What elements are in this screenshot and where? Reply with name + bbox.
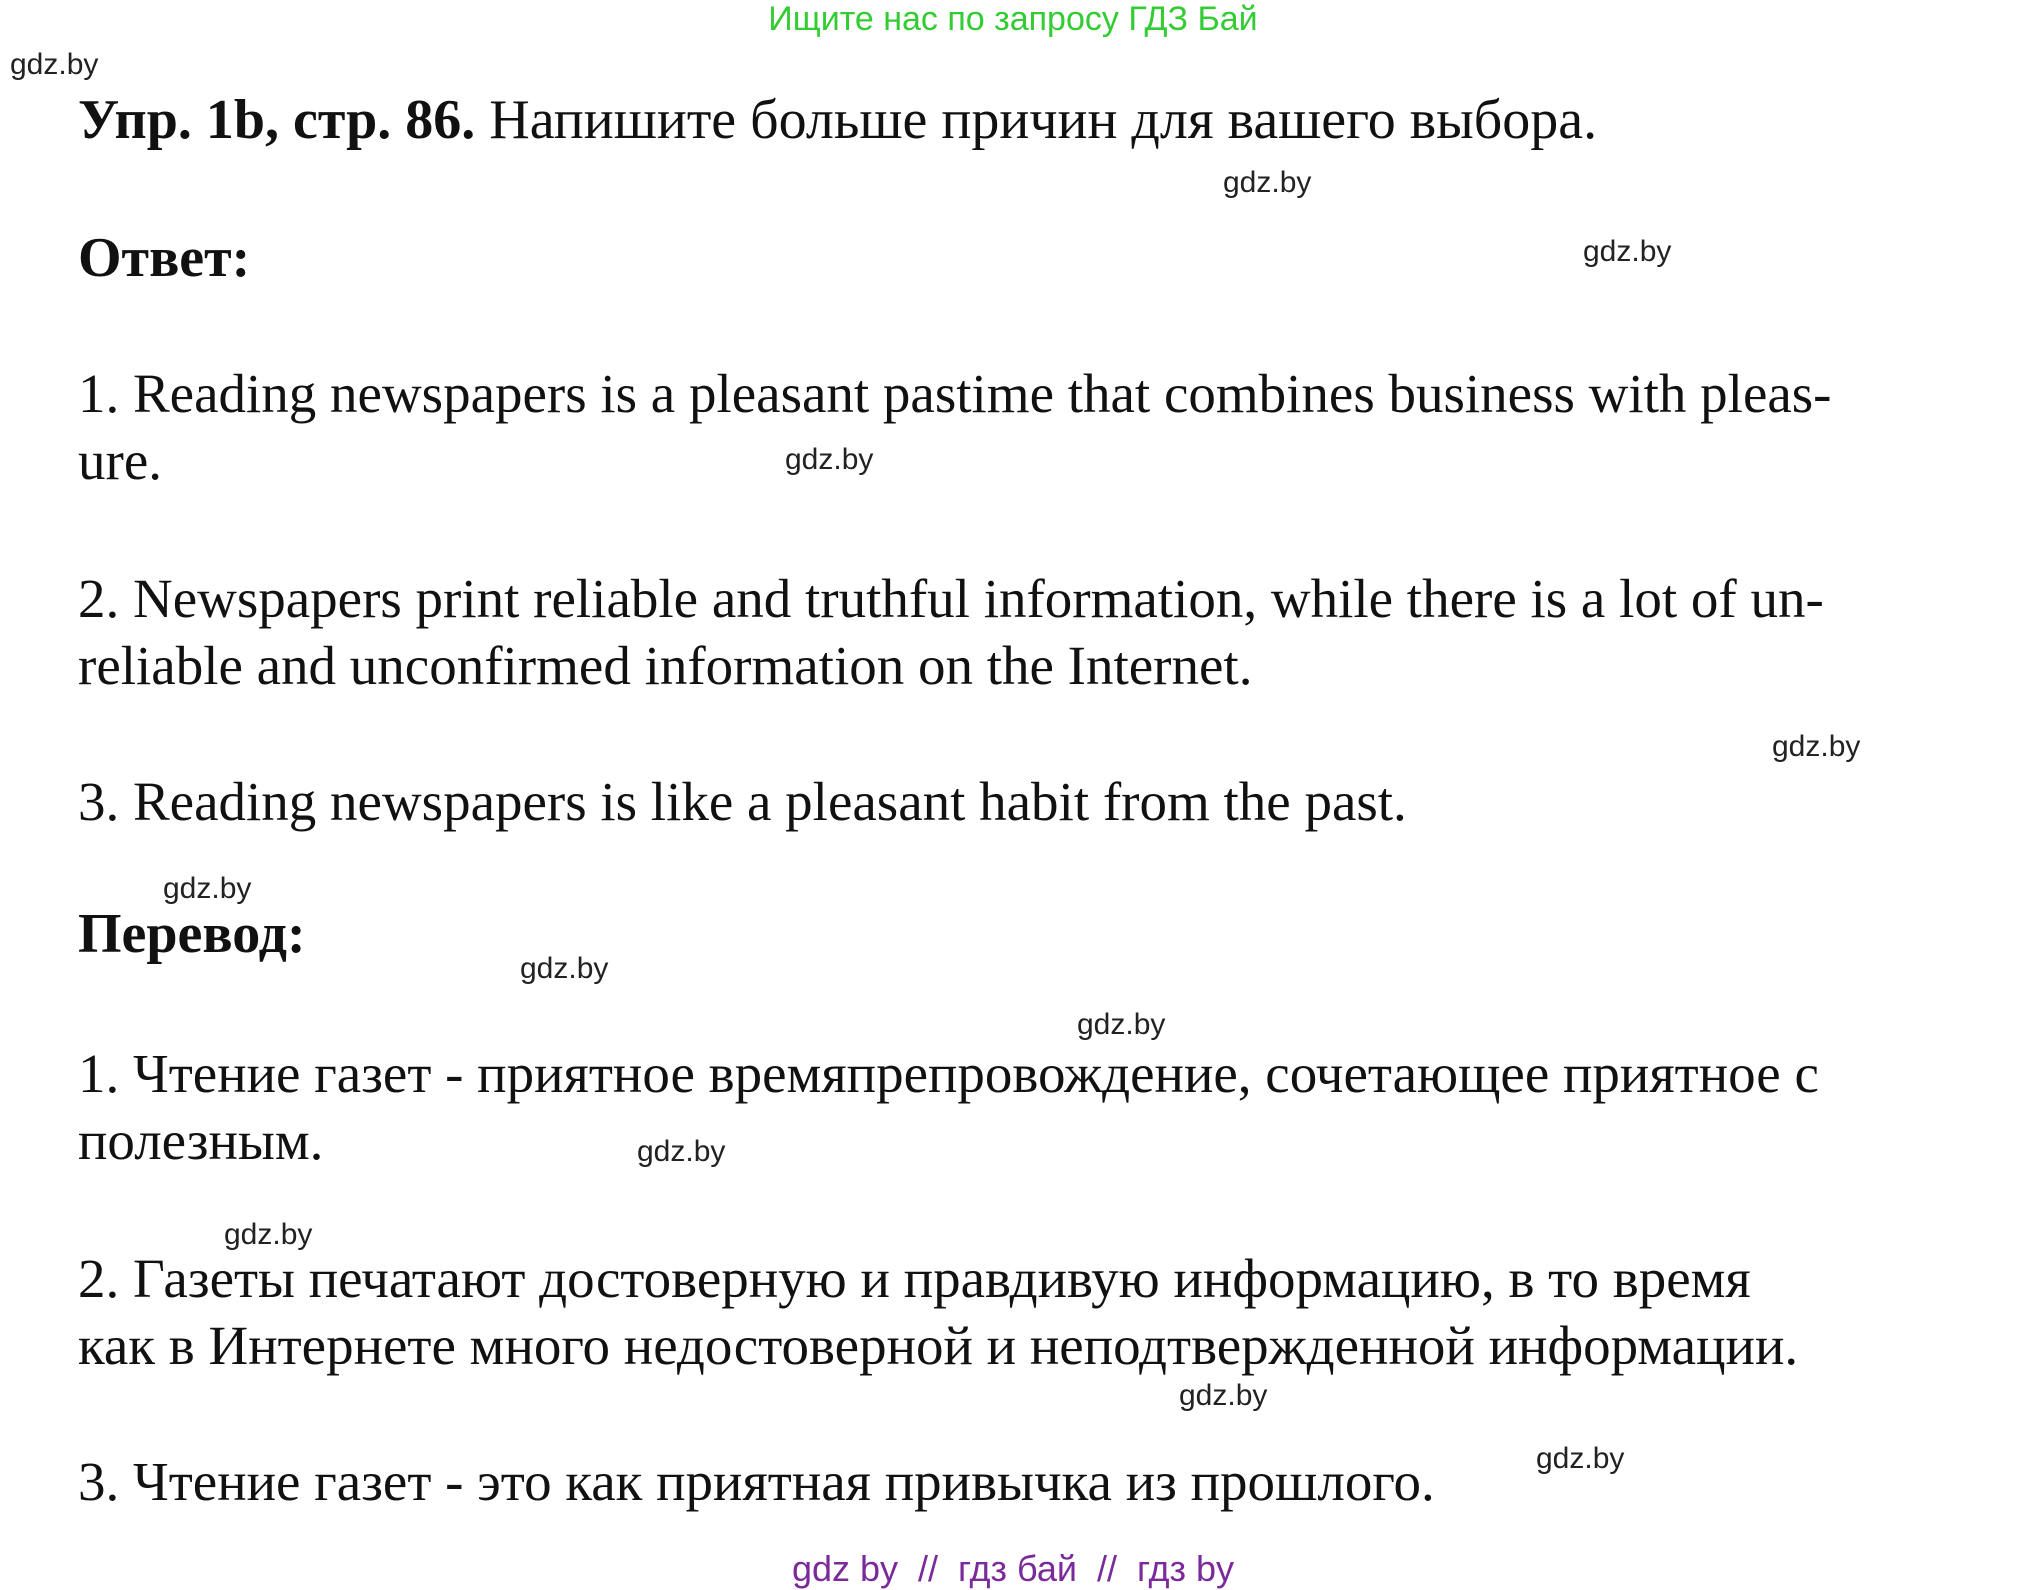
footer-links (0, 1548, 2026, 1590)
answer-line: 3. Reading newspapers is like a pleasant habit from the past. (78, 771, 1407, 832)
watermark: gdz.by (224, 1218, 313, 1251)
translation-line: полезным. (78, 1110, 324, 1171)
watermark: gdz.by (785, 443, 874, 476)
watermark: gdz.by (1179, 1379, 1268, 1412)
watermark: gdz.by (1077, 1008, 1166, 1041)
exercise-number: Упр. 1b, стр. 86. (78, 89, 476, 151)
exercise-task: Напишите больше причин для вашего выбора. (489, 89, 1598, 151)
translation-item-3 (78, 1448, 1435, 1515)
translation-line: 2. Газеты печатают достоверную и правдивую информацию, в то время (78, 1248, 1751, 1309)
translation-item-1 (78, 1040, 1819, 1174)
translation-line: как в Интернете много недостоверной и неподтвержденной информации. (78, 1315, 1799, 1376)
watermark: gdz.by (1583, 235, 1672, 268)
answer-line: 2. Newspapers print reliable and truthful information, while there is a lot of un- (78, 568, 1824, 629)
watermark: gdz.by (163, 872, 252, 905)
watermark: gdz.by (1536, 1442, 1625, 1475)
watermark: gdz.by (1772, 730, 1861, 763)
answer-line: ure. (78, 430, 162, 491)
answer-item-3 (78, 768, 1407, 835)
footer-link-gdz-bai[interactable]: гдз бай (958, 1548, 1077, 1589)
watermark: gdz.by (637, 1135, 726, 1168)
watermark: gdz.by (1223, 166, 1312, 199)
translation-title: Перевод: (78, 903, 306, 965)
answer-item-1 (78, 360, 1832, 494)
translation-line: 1. Чтение газет - приятное времяпрепровождение, сочетающее приятное с (78, 1043, 1819, 1104)
answer-line: reliable and unconfirmed information on the Internet. (78, 635, 1253, 696)
exercise-heading (78, 88, 1597, 152)
answer-title: Ответ: (78, 227, 251, 289)
footer-separator: // (918, 1548, 939, 1589)
answer-line: 1. Reading newspapers is a pleasant pastime that combines business with pleas- (78, 363, 1832, 424)
watermark: gdz.by (10, 48, 99, 81)
translation-line: 3. Чтение газет - это как приятная привычка из прошлого. (78, 1451, 1435, 1512)
watermark: gdz.by (520, 952, 609, 985)
footer-link-gdz-by[interactable]: gdz by (791, 1548, 899, 1589)
footer-link-gdz-by-cyr[interactable]: гдз by (1137, 1548, 1235, 1589)
footer-separator: // (1096, 1548, 1117, 1589)
translation-item-2 (78, 1245, 1798, 1379)
top-banner: Ищите нас по запросу ГДЗ Бай (768, 0, 1258, 38)
answer-item-2 (78, 565, 1824, 699)
